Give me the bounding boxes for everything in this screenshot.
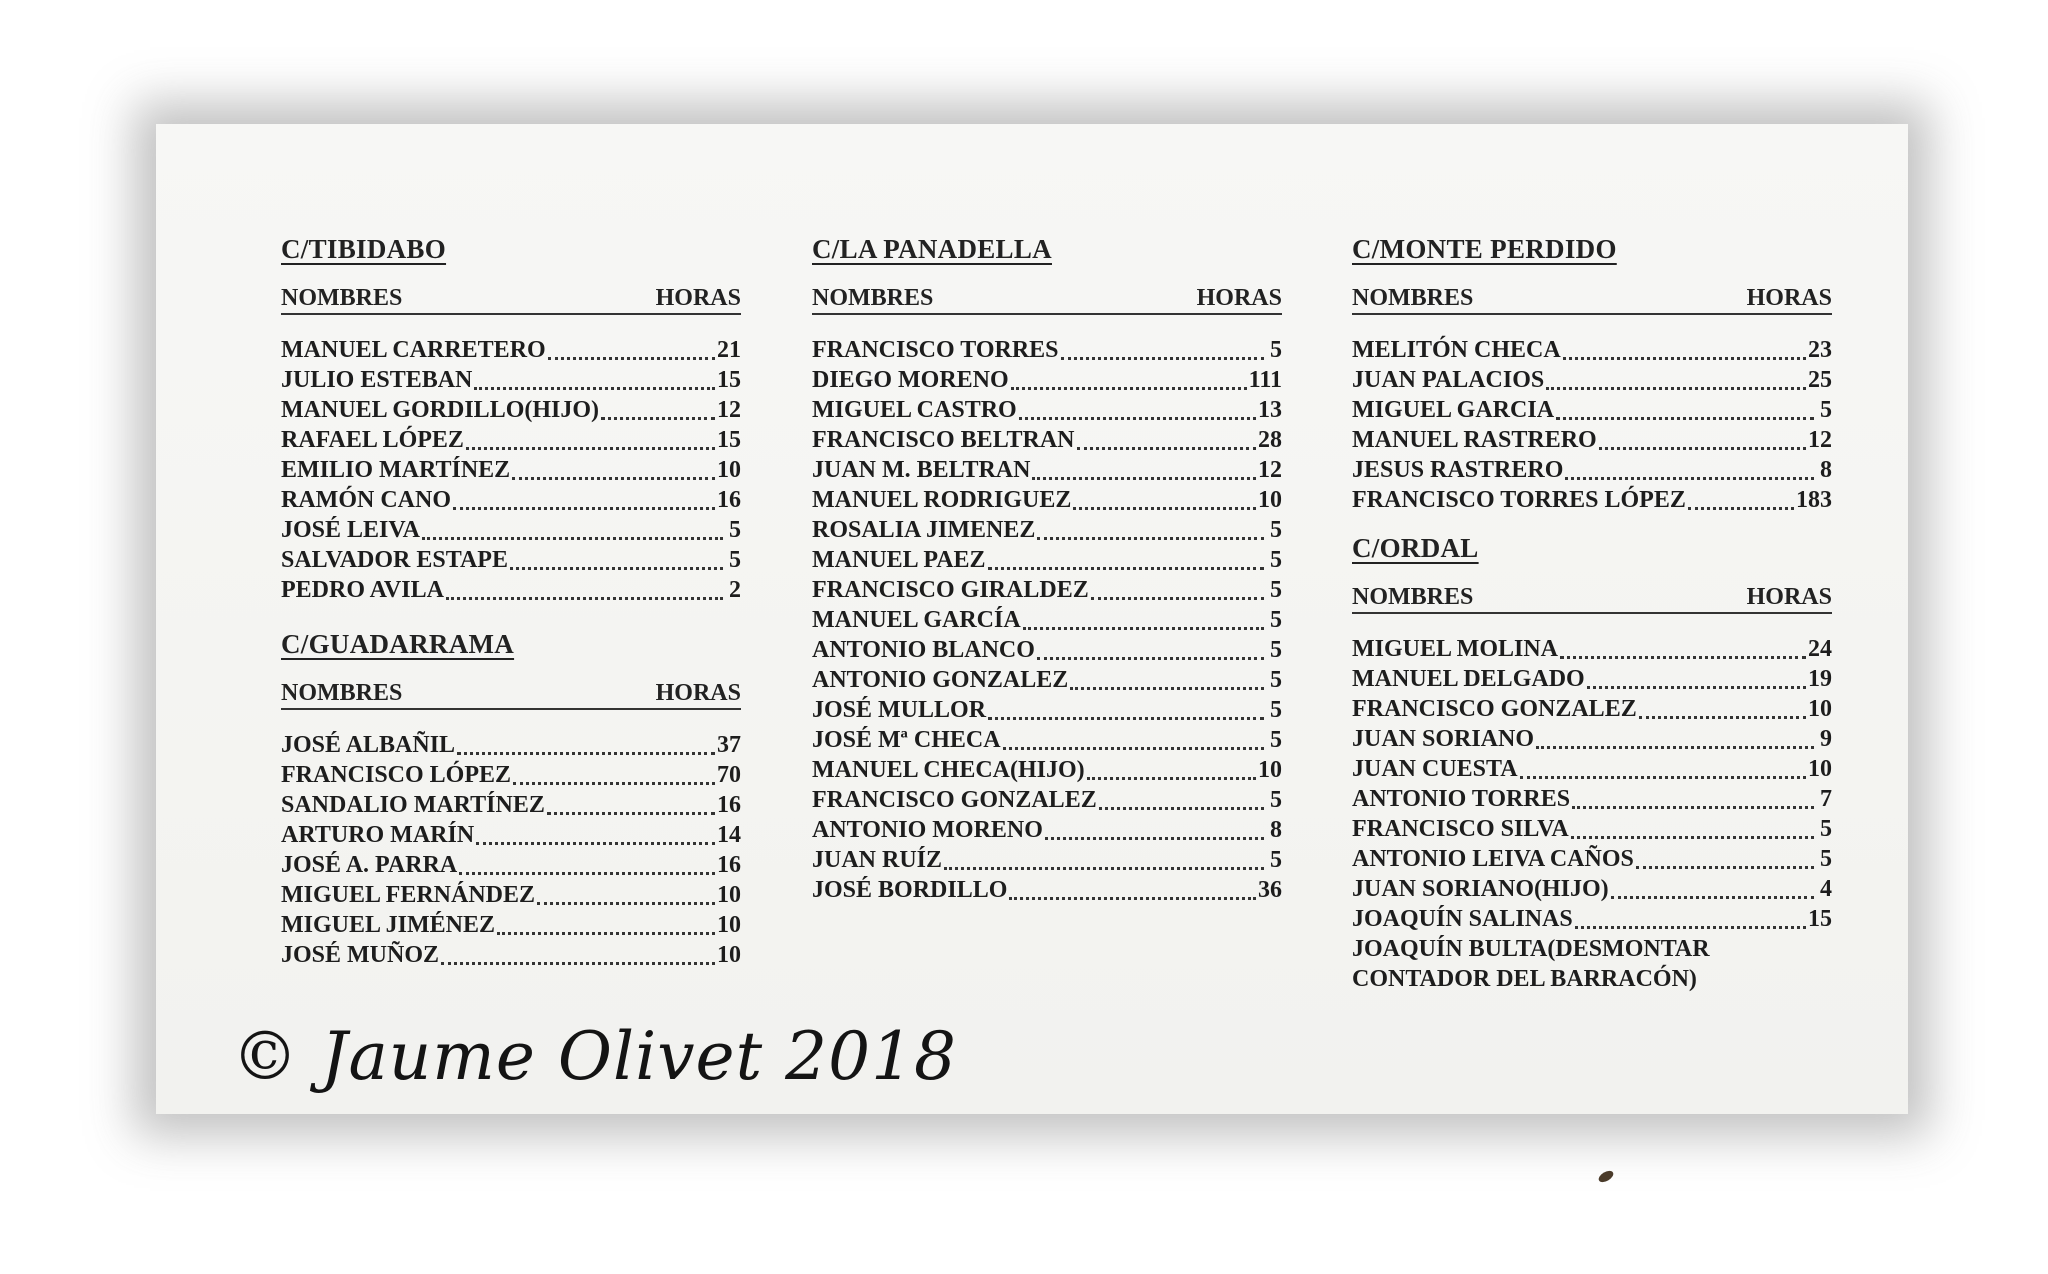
- list-item: [281, 820, 741, 850]
- column-header: [281, 680, 741, 710]
- entry-name: MANUEL GORDILLO(HIJO): [281, 397, 600, 423]
- dot-leader: [1023, 627, 1264, 630]
- list-item: [1352, 814, 1832, 844]
- entry-hours: 16: [717, 852, 741, 878]
- entry-hours: 16: [717, 792, 741, 818]
- list-item: [812, 485, 1282, 515]
- entry-hours: 5: [1270, 517, 1282, 543]
- entry-hours: 23: [1808, 337, 1832, 363]
- entry-name: FRANCISCO SILVA: [1352, 816, 1569, 842]
- entry-name: JUAN CUESTA: [1352, 756, 1518, 782]
- entry-hours: 21: [717, 337, 741, 363]
- dot-leader: [1599, 447, 1806, 450]
- column-right: [1352, 234, 1832, 994]
- entry-hours: 12: [1808, 427, 1832, 453]
- entry-name: FRANCISCO TORRES: [812, 337, 1059, 363]
- entry-hours: 10: [717, 942, 741, 968]
- dot-leader: [1077, 447, 1257, 450]
- dot-leader: [1019, 417, 1256, 420]
- entry-name: RAFAEL LÓPEZ: [281, 427, 464, 453]
- paper-speck: [1597, 1169, 1615, 1185]
- entry-hours: 10: [717, 882, 741, 908]
- dot-leader: [944, 867, 1264, 870]
- entry-hours: 10: [717, 457, 741, 483]
- dot-leader: [1611, 896, 1814, 899]
- list-item: [812, 575, 1282, 605]
- list-item: [1352, 874, 1832, 904]
- dot-leader: [1087, 777, 1256, 780]
- dot-leader: [1003, 747, 1264, 750]
- entry-list: [281, 335, 741, 605]
- column-middle: [812, 234, 1282, 905]
- entry-hours: 7: [1820, 786, 1832, 812]
- list-item: [1352, 395, 1832, 425]
- entry-hours: 10: [1808, 756, 1832, 782]
- entry-name: JOSÉ MUÑOZ: [281, 942, 440, 968]
- dot-leader: [1070, 687, 1264, 690]
- dot-leader: [1688, 507, 1794, 510]
- entry-hours: 12: [717, 397, 741, 423]
- entry-name: MANUEL RASTRERO: [1352, 427, 1597, 453]
- dot-leader: [1011, 387, 1247, 390]
- entry-hours: 5: [1270, 697, 1282, 723]
- header-hours: HORAS: [1746, 584, 1832, 610]
- entry-hours: 8: [1820, 457, 1832, 483]
- entry-name: JOSÉ LEIVA: [281, 517, 420, 543]
- entry-hours: 19: [1808, 666, 1832, 692]
- entry-hours: 15: [1808, 906, 1832, 932]
- entry-name: SALVADOR ESTAPE: [281, 547, 508, 573]
- list-item: [812, 515, 1282, 545]
- list-item: [281, 730, 741, 760]
- entry-hours: 5: [1820, 846, 1832, 872]
- entry-list: [281, 730, 741, 970]
- note-line: CONTADOR DEL BARRACÓN): [1352, 966, 1697, 992]
- entry-name: MIGUEL FERNÁNDEZ: [281, 882, 536, 908]
- list-item: [812, 665, 1282, 695]
- list-item: [812, 425, 1282, 455]
- entry-name: MIGUEL MOLINA: [1352, 636, 1559, 662]
- entry-hours: 28: [1258, 427, 1282, 453]
- entry-name: MANUEL CARRETERO: [281, 337, 546, 363]
- dot-leader: [457, 752, 715, 755]
- entry-name: JOSÉ BORDILLO: [812, 877, 1008, 903]
- dot-leader: [1572, 806, 1814, 809]
- dot-leader: [1587, 686, 1806, 689]
- column-header: [812, 285, 1282, 315]
- document-sheet: [156, 124, 1908, 1114]
- list-item: [1352, 365, 1832, 395]
- section-la-panadella: [812, 234, 1282, 905]
- entry-name: ANTONIO BLANCO: [812, 637, 1035, 663]
- entry-name: MANUEL GARCÍA: [812, 607, 1021, 633]
- entry-hours: 5: [1270, 667, 1282, 693]
- entry-name: ANTONIO MORENO: [812, 817, 1043, 843]
- list-item: [812, 365, 1282, 395]
- dot-leader: [422, 537, 723, 540]
- section-ordal: [1352, 533, 1832, 994]
- header-names: NOMBRES: [281, 285, 403, 311]
- entry-hours: 5: [1270, 337, 1282, 363]
- list-item: [1352, 724, 1832, 754]
- dot-leader: [1546, 387, 1806, 390]
- entry-name: SANDALIO MARTÍNEZ: [281, 792, 545, 818]
- entry-name: JESUS RASTRERO: [1352, 457, 1564, 483]
- entry-list: [1352, 335, 1832, 515]
- list-item: [1352, 425, 1832, 455]
- dot-leader: [476, 842, 715, 845]
- entry-hours: 111: [1248, 367, 1282, 393]
- dot-leader: [547, 812, 715, 815]
- note-line: JOAQUÍN BULTA(DESMONTAR: [1352, 936, 1710, 962]
- entry-hours: 5: [1270, 547, 1282, 573]
- entry-hours: 5: [1820, 816, 1832, 842]
- list-item: [812, 335, 1282, 365]
- entry-name: JOSÉ ALBAÑIL: [281, 732, 456, 758]
- dot-leader: [513, 782, 715, 785]
- entry-hours: 14: [717, 822, 741, 848]
- entry-name: FRANCISCO TORRES LÓPEZ: [1352, 487, 1686, 513]
- section-monte-perdido: [1352, 234, 1832, 515]
- entry-hours: 183: [1796, 487, 1832, 513]
- entry-name: ANTONIO LEIVA CAÑOS: [1352, 846, 1634, 872]
- list-item: [812, 695, 1282, 725]
- entry-name: JUAN RUÍZ: [812, 847, 943, 873]
- list-item: [281, 335, 741, 365]
- entry-name: FRANCISCO BELTRAN: [812, 427, 1075, 453]
- dot-leader: [1009, 897, 1256, 900]
- entry-list: [1352, 634, 1832, 934]
- entry-hours: 8: [1270, 817, 1282, 843]
- entry-list: [812, 335, 1282, 905]
- section-title: C/GUADARRAMA: [281, 629, 515, 659]
- dot-leader: [466, 447, 715, 450]
- dot-leader: [474, 387, 715, 390]
- entry-hours: 37: [717, 732, 741, 758]
- entry-hours: 5: [1270, 787, 1282, 813]
- list-item: [812, 605, 1282, 635]
- list-item: [281, 485, 741, 515]
- dot-leader: [1556, 417, 1814, 420]
- entry-hours: 16: [717, 487, 741, 513]
- list-item: [812, 755, 1282, 785]
- header-hours: HORAS: [1746, 285, 1832, 311]
- entry-name: FRANCISCO GONZALEZ: [812, 787, 1097, 813]
- section-title: C/MONTE PERDIDO: [1352, 234, 1617, 264]
- list-item: [1352, 904, 1832, 934]
- dot-leader: [988, 717, 1264, 720]
- list-item: [812, 845, 1282, 875]
- list-item: [281, 575, 741, 605]
- entry-name: MANUEL CHECA(HIJO): [812, 757, 1085, 783]
- dot-leader: [1639, 716, 1806, 719]
- list-item: [281, 365, 741, 395]
- entry-name: MANUEL RODRIGUEZ: [812, 487, 1072, 513]
- section-title: C/LA PANADELLA: [812, 234, 1052, 264]
- entry-hours: 15: [717, 367, 741, 393]
- list-item: [1352, 455, 1832, 485]
- entry-hours: 10: [717, 912, 741, 938]
- dot-leader: [453, 507, 715, 510]
- column-left: [281, 234, 741, 970]
- dot-leader: [601, 417, 715, 420]
- header-names: NOMBRES: [1352, 285, 1474, 311]
- dot-leader: [1636, 866, 1814, 869]
- dot-leader: [441, 962, 715, 965]
- list-item: [812, 635, 1282, 665]
- entry-hours: 10: [1258, 757, 1282, 783]
- list-item: [1352, 844, 1832, 874]
- entry-name: PEDRO AVILA: [281, 577, 444, 603]
- entry-hours: 5: [1270, 727, 1282, 753]
- list-item: [281, 760, 741, 790]
- list-item: [1352, 634, 1832, 664]
- list-item: [812, 395, 1282, 425]
- entry-name: MIGUEL JIMÉNEZ: [281, 912, 496, 938]
- entry-name: JUAN SORIANO: [1352, 726, 1535, 752]
- dot-leader: [497, 932, 715, 935]
- dot-leader: [512, 477, 715, 480]
- section-guadarrama: [281, 629, 741, 970]
- dot-leader: [1073, 507, 1256, 510]
- entry-name: ROSALIA JIMENEZ: [812, 517, 1036, 543]
- dot-leader: [1037, 537, 1264, 540]
- entry-name: EMILIO MARTÍNEZ: [281, 457, 511, 483]
- entry-name: JOSÉ MULLOR: [812, 697, 987, 723]
- header-names: NOMBRES: [281, 680, 403, 706]
- entry-name: JUAN SORIANO(HIJO): [1352, 876, 1609, 902]
- entry-name: JOSÉ Mª CHECA: [812, 727, 1001, 753]
- entry-name: ANTONIO TORRES: [1352, 786, 1571, 812]
- list-item: [1352, 784, 1832, 814]
- entry-name: JUAN M. BELTRAN: [812, 457, 1031, 483]
- copyright-watermark: © Jaume Olivet 2018: [232, 1018, 958, 1095]
- entry-name: MANUEL DELGADO: [1352, 666, 1585, 692]
- list-item: [1352, 664, 1832, 694]
- list-item: [1352, 754, 1832, 784]
- entry-hours: 4: [1820, 876, 1832, 902]
- entry-hours: 12: [1258, 457, 1282, 483]
- dot-leader: [1045, 837, 1264, 840]
- entry-hours: 5: [1270, 847, 1282, 873]
- header-names: NOMBRES: [812, 285, 934, 311]
- section-tibidabo: [281, 234, 741, 605]
- header-hours: HORAS: [655, 680, 741, 706]
- entry-name: ARTURO MARÍN: [281, 822, 475, 848]
- entry-name: JOSÉ A. PARRA: [281, 852, 458, 878]
- dot-leader: [1565, 477, 1814, 480]
- dot-leader: [1091, 597, 1264, 600]
- dot-leader: [1032, 477, 1256, 480]
- entry-hours: 5: [1270, 637, 1282, 663]
- entry-hours: 2: [729, 577, 741, 603]
- list-item: [812, 875, 1282, 905]
- dot-leader: [1061, 357, 1264, 360]
- list-item: [1352, 485, 1832, 515]
- header-hours: HORAS: [655, 285, 741, 311]
- entry-name: MIGUEL CASTRO: [812, 397, 1017, 423]
- dot-leader: [1575, 926, 1806, 929]
- header-names: NOMBRES: [1352, 584, 1474, 610]
- entry-hours: 5: [1270, 577, 1282, 603]
- entry-name: DIEGO MORENO: [812, 367, 1009, 393]
- entry-hours: 13: [1258, 397, 1282, 423]
- column-header: [1352, 285, 1832, 315]
- header-hours: HORAS: [1196, 285, 1282, 311]
- entry-name: FRANCISCO LÓPEZ: [281, 762, 512, 788]
- dot-leader: [1099, 807, 1264, 810]
- section-title: C/ORDAL: [1352, 533, 1479, 563]
- list-item: [281, 455, 741, 485]
- entry-hours: 24: [1808, 636, 1832, 662]
- entry-hours: 25: [1808, 367, 1832, 393]
- list-item: [1352, 335, 1832, 365]
- entry-name: ANTONIO GONZALEZ: [812, 667, 1069, 693]
- list-item: [812, 725, 1282, 755]
- column-header: [281, 285, 741, 315]
- list-item: [281, 880, 741, 910]
- entry-name: JOAQUÍN SALINAS: [1352, 906, 1573, 932]
- entry-hours: 9: [1820, 726, 1832, 752]
- list-item: [281, 940, 741, 970]
- entry-hours: 10: [1258, 487, 1282, 513]
- entry-name: JUAN PALACIOS: [1352, 367, 1545, 393]
- entry-name: JULIO ESTEBAN: [281, 367, 473, 393]
- list-item: [812, 815, 1282, 845]
- dot-leader: [537, 902, 715, 905]
- dot-leader: [510, 567, 723, 570]
- entry-hours: 5: [1820, 397, 1832, 423]
- list-item: [281, 395, 741, 425]
- entry-hours: 36: [1258, 877, 1282, 903]
- list-item: [281, 545, 741, 575]
- dot-leader: [446, 597, 723, 600]
- dot-leader: [1571, 836, 1814, 839]
- dot-leader: [1560, 656, 1806, 659]
- entry-hours: 15: [717, 427, 741, 453]
- entry-name: MIGUEL GARCIA: [1352, 397, 1555, 423]
- list-item: [281, 515, 741, 545]
- list-item: [812, 545, 1282, 575]
- column-header: [1352, 584, 1832, 614]
- entry-hours: 5: [729, 547, 741, 573]
- list-item: [1352, 694, 1832, 724]
- list-item: [281, 425, 741, 455]
- dot-leader: [988, 567, 1264, 570]
- dot-leader: [548, 357, 715, 360]
- dot-leader: [1520, 776, 1806, 779]
- entry-hours: 5: [1270, 607, 1282, 633]
- list-item: [281, 910, 741, 940]
- section-title: C/TIBIDABO: [281, 234, 447, 264]
- dot-leader: [1563, 357, 1806, 360]
- entry-name: RAMÓN CANO: [281, 487, 451, 513]
- dot-leader: [1536, 746, 1814, 749]
- list-item: [812, 455, 1282, 485]
- list-item: [281, 850, 741, 880]
- list-item: [812, 785, 1282, 815]
- entry-name: FRANCISCO GIRALDEZ: [812, 577, 1089, 603]
- entry-hours: 10: [1808, 696, 1832, 722]
- entry-name: MELITÓN CHECA: [1352, 337, 1561, 363]
- entry-name: MANUEL PAEZ: [812, 547, 986, 573]
- entry-name: FRANCISCO GONZALEZ: [1352, 696, 1637, 722]
- entry-hours: 5: [729, 517, 741, 543]
- dot-leader: [1037, 657, 1264, 660]
- dot-leader: [459, 872, 715, 875]
- entry-hours: 70: [717, 762, 741, 788]
- list-item: [281, 790, 741, 820]
